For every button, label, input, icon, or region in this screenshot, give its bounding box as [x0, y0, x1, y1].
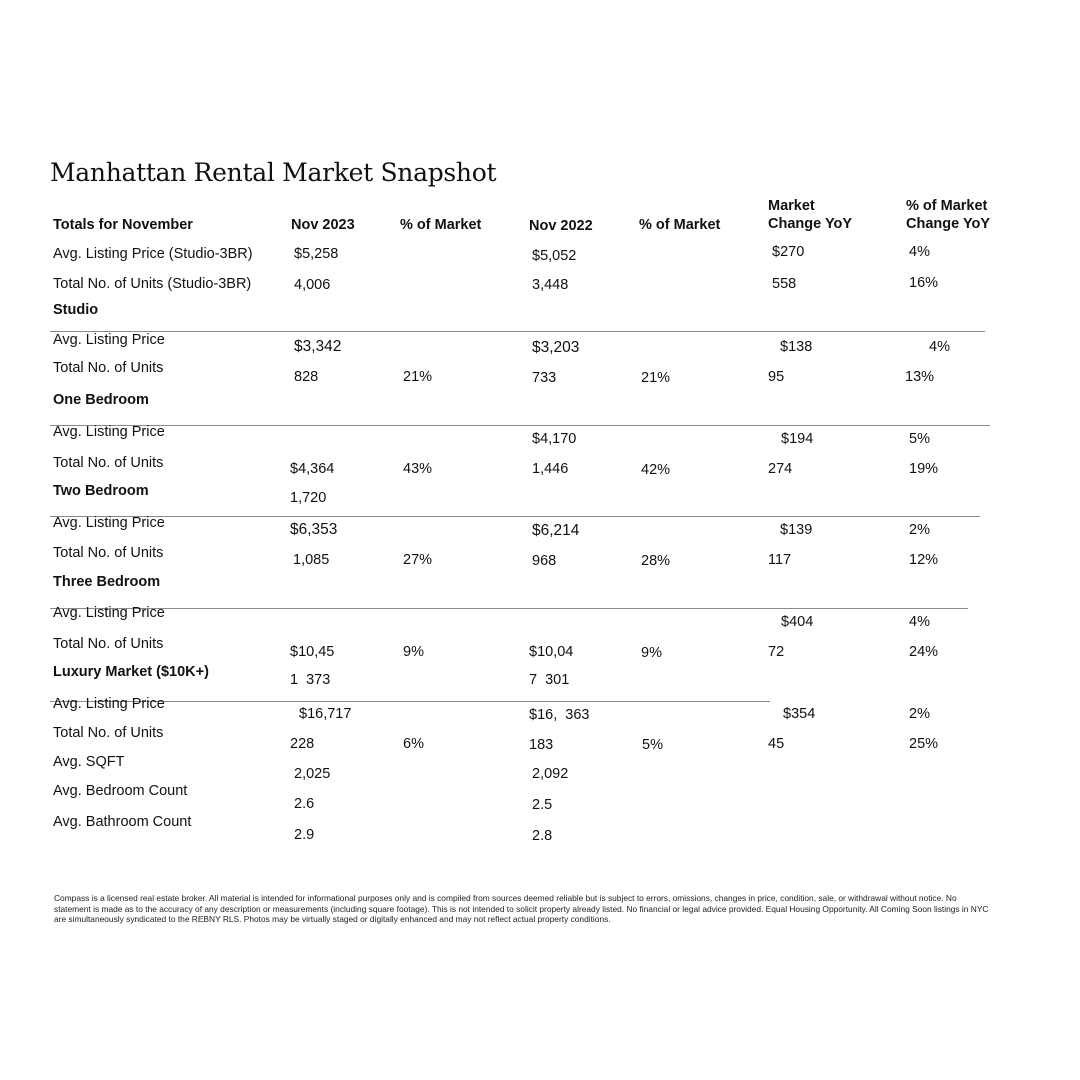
totals-avg-label: Avg. Listing Price (Studio-3BR)	[53, 246, 253, 262]
header-totals: Totals for November	[53, 217, 193, 233]
three-bedroom-value-2022-b: 7 301	[529, 672, 570, 688]
two-bedroom-avg-label: Avg. Listing Price	[53, 515, 165, 531]
luxury-sqft-2023: 2,025	[294, 766, 331, 782]
three-bedroom-value-2023-a: $10,45	[290, 644, 335, 660]
luxury-sqft-2022: 2,092	[532, 766, 569, 782]
luxury-bedroom-2022: 2.5	[532, 797, 553, 813]
luxury-units-pct: 25%	[909, 736, 939, 752]
luxury-avg-pct: 2%	[909, 706, 930, 722]
divider	[50, 425, 990, 426]
one-bedroom-share-2022: 42%	[641, 462, 671, 478]
totals-units-label: Total No. of Units (Studio-3BR)	[53, 276, 252, 292]
luxury-avg-2022: $16, 363	[529, 707, 590, 723]
two-bedroom-units-change: 117	[768, 552, 792, 568]
luxury-units-label: Total No. of Units	[53, 725, 164, 741]
header-pct-market-2022: % of Market	[639, 217, 721, 233]
studio-avg-pct: 4%	[929, 339, 950, 355]
section-two-bedroom: Two Bedroom	[53, 483, 149, 499]
header-nov-2023: Nov 2023	[291, 217, 355, 233]
studio-units-2022: 733	[532, 370, 557, 386]
luxury-share-2022: 5%	[642, 737, 663, 753]
three-bedroom-value-2022-a: $10,04	[529, 644, 574, 660]
three-bedroom-avg-pct: 4%	[909, 614, 930, 630]
two-bedroom-avg-pct: 2%	[909, 522, 930, 538]
two-bedroom-units-label: Total No. of Units	[53, 545, 164, 561]
one-bedroom-units-label: Total No. of Units	[53, 455, 164, 471]
disclaimer: Compass is a licensed real estate broker. All material is intended for informational purposes only and is compiled from sources deemed reliable but is subject to errors, omissions, changes in price, condition, sale, or withdrawal without notice. No statement is made as to the accuracy of any description or measurements (including square footage). This is not intended to solicit property already listed. No financial or legal advice provided. Equal Housing Opportunity. All Coming Soon listings in NYC are simultaneously syndicated to the REBNY RLS. Photos may be virtually staged or digitally enhanced and may not reflect actual property conditions.	[54, 893, 989, 924]
totals-avg-pct: 4%	[909, 244, 930, 260]
studio-units-pct: 13%	[905, 369, 935, 385]
divider	[50, 608, 968, 609]
three-bedroom-units-label: Total No. of Units	[53, 636, 164, 652]
page-title: Manhattan Rental Market Snapshot	[50, 158, 497, 187]
two-bedroom-avg-2022: $6,214	[532, 522, 580, 539]
section-luxury: Luxury Market ($10K+)	[53, 664, 209, 680]
three-bedroom-value-2023-b: 1 373	[290, 672, 331, 688]
one-bedroom-avg-2023: $4,364	[290, 461, 335, 477]
totals-units-2022: 3,448	[532, 277, 569, 293]
header-pct-market-2023: % of Market	[400, 217, 482, 233]
luxury-sqft-label: Avg. SQFT	[53, 754, 125, 770]
three-bedroom-share-2022: 9%	[641, 645, 662, 661]
divider	[50, 331, 985, 332]
studio-units-2023: 828	[294, 369, 319, 385]
three-bedroom-share-2023: 9%	[403, 644, 424, 660]
luxury-avg-2023: $16,717	[299, 706, 352, 722]
totals-units-change: 558	[772, 276, 797, 292]
studio-avg-2022: $3,203	[532, 339, 580, 356]
two-bedroom-share-2023: 27%	[403, 552, 433, 568]
luxury-bathroom-2023: 2.9	[294, 827, 315, 843]
two-bedroom-units-pct: 12%	[909, 552, 939, 568]
three-bedroom-units-change: 72	[768, 644, 785, 660]
one-bedroom-units-2023: 1,720	[290, 490, 327, 506]
luxury-bedroom-label: Avg. Bedroom Count	[53, 783, 188, 799]
header-market-change: Market Change YoY	[768, 198, 853, 232]
studio-avg-change: $138	[780, 339, 813, 355]
two-bedroom-units-2022: 968	[532, 553, 557, 569]
header-pct-market-change: % of Market Change YoY	[906, 198, 991, 232]
totals-units-pct: 16%	[909, 275, 939, 291]
studio-units-label: Total No. of Units	[53, 360, 164, 376]
luxury-avg-change: $354	[783, 706, 816, 722]
divider	[50, 516, 980, 517]
one-bedroom-units-pct: 19%	[909, 461, 939, 477]
one-bedroom-avg-pct: 5%	[909, 431, 930, 447]
luxury-bedroom-2023: 2.6	[294, 796, 315, 812]
studio-share-2022: 21%	[641, 370, 671, 386]
totals-avg-2022: $5,052	[532, 248, 577, 264]
luxury-avg-label: Avg. Listing Price	[53, 696, 165, 712]
section-one-bedroom: One Bedroom	[53, 392, 149, 408]
luxury-units-2022: 183	[529, 737, 554, 753]
studio-avg-2023: $3,342	[294, 338, 342, 355]
two-bedroom-share-2022: 28%	[641, 553, 671, 569]
two-bedroom-units-2023: 1,085	[293, 552, 330, 568]
luxury-units-2023: 228	[290, 736, 315, 752]
three-bedroom-avg-change: $404	[781, 614, 814, 630]
one-bedroom-units-2022: 1,446	[532, 461, 569, 477]
totals-units-2023: 4,006	[294, 277, 331, 293]
three-bedroom-avg-label: Avg. Listing Price	[53, 605, 165, 621]
one-bedroom-share-2023: 43%	[403, 461, 433, 477]
luxury-share-2023: 6%	[403, 736, 424, 752]
section-studio: Studio	[53, 302, 99, 318]
three-bedroom-units-pct: 24%	[909, 644, 939, 660]
two-bedroom-avg-2023: $6,353	[290, 521, 338, 538]
one-bedroom-avg-label: Avg. Listing Price	[53, 424, 165, 440]
luxury-units-change: 45	[768, 736, 785, 752]
two-bedroom-avg-change: $139	[780, 522, 813, 538]
header-nov-2022: Nov 2022	[529, 218, 593, 234]
section-three-bedroom: Three Bedroom	[53, 574, 161, 590]
one-bedroom-avg-2022: $4,170	[532, 431, 577, 447]
one-bedroom-avg-change: $194	[781, 431, 814, 447]
studio-avg-label: Avg. Listing Price	[53, 332, 165, 348]
studio-share-2023: 21%	[403, 369, 433, 385]
totals-avg-2023: $5,258	[294, 246, 339, 262]
one-bedroom-units-change: 274	[768, 461, 793, 477]
luxury-bathroom-label: Avg. Bathroom Count	[53, 814, 192, 830]
totals-avg-change: $270	[772, 244, 805, 260]
studio-units-change: 95	[768, 369, 785, 385]
luxury-bathroom-2022: 2.8	[532, 828, 553, 844]
